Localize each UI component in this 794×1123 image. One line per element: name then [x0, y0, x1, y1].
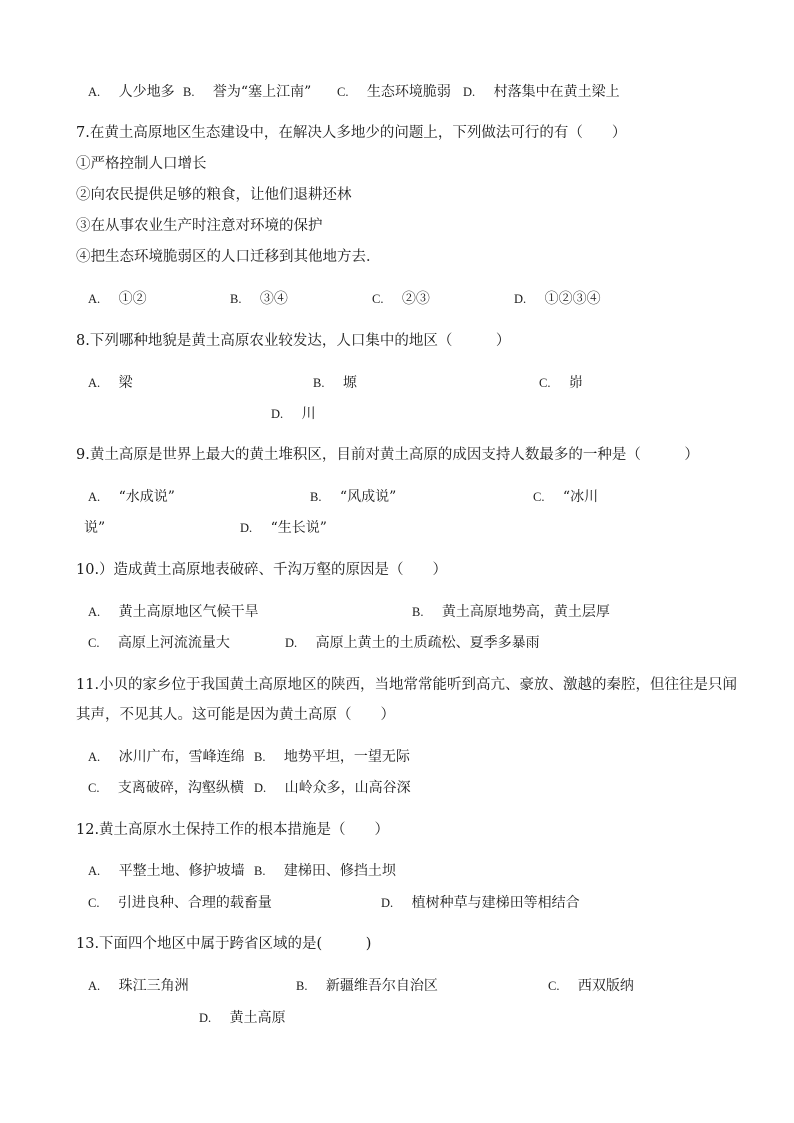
question-7-statement-2: ②向农民提供足够的粮食，让他们退耕还林 — [76, 187, 352, 203]
question-8-option-a: A. 梁 — [88, 375, 133, 391]
question-9-option-d: D. “生长说” — [240, 520, 327, 536]
question-7-statement-1: ①严格控制人口增长 — [76, 156, 207, 172]
question-8-option-b: B. 塬 — [313, 375, 357, 391]
question-10-option-b: B. 黄土高原地势高，黄土层厚 — [412, 604, 610, 620]
question-9-option-a: A. “水成说” — [88, 489, 175, 505]
question-12-option-d: D. 植树种草与建梯田等相结合 — [381, 895, 580, 911]
question-13-stem: 13.下面四个地区中属于跨省区域的是( ) — [76, 936, 372, 952]
question-11-stem-line-2: 其声，不见其人。这可能是因为黄土高原（ ） — [76, 707, 395, 723]
question-8-stem: 8.下列哪种地貌是黄土高原农业较发达，人口集中的地区（ ） — [76, 333, 511, 349]
question-11-option-a: A. 冰川广布，雪峰连绵 — [88, 749, 245, 765]
question-7-statement-4: ④把生态环境脆弱区的人口迁移到其他地方去． — [76, 249, 381, 265]
question-7-option-b: B. ③④ — [230, 291, 288, 307]
question-8-option-d: D. 川 — [271, 406, 316, 422]
question-10-option-d: D. 高原上黄土的土质疏松、夏季多暴雨 — [285, 635, 540, 651]
question-7-stem: 7.在黄土高原地区生态建设中，在解决人多地少的问题上，下列做法可行的有（ ） — [76, 125, 627, 141]
question-13-option-a: A. 珠江三角洲 — [88, 978, 189, 994]
question-12-stem: 12.黄土高原水土保持工作的根本措施是（ ） — [76, 822, 390, 838]
question-11-option-c: C. 支离破碎，沟壑纵横 — [88, 780, 244, 796]
prev-option-b: B. 誉为“塞上江南” — [183, 84, 312, 100]
prev-option-a: A. 人少地多 — [88, 84, 175, 100]
question-7-statement-3: ③在从事农业生产时注意对环境的保护 — [76, 218, 323, 234]
question-13-option-d: D. 黄土高原 — [199, 1010, 286, 1026]
question-9-option-b: B. “风成说” — [310, 489, 397, 505]
question-10-stem: 10.）造成黄土高原地表破碎、千沟万壑的原因是（ ） — [76, 562, 448, 578]
question-9-stem: 9.黄土高原是世界上最大的黄土堆积区，目前对黄土高原的成因支持人数最多的一种是（ ） — [76, 447, 699, 463]
question-7-option-c: C. ②③ — [372, 291, 430, 307]
question-10-option-a: A. 黄土高原地区气候干旱 — [88, 604, 259, 620]
question-11-stem-line-1: 11.小贝的家乡位于我国黄土高原地区的陕西，当地常常能听到高亢、豪放、激越的秦腔，但往往是只闻 — [76, 677, 738, 693]
question-13-option-b: B. 新疆维吾尔自治区 — [296, 978, 438, 994]
prev-option-d: D. 村落集中在黄土梁上 — [463, 84, 620, 100]
question-8-option-c: C. 峁 — [539, 375, 583, 391]
prev-option-c: C. 生态环境脆弱 — [337, 84, 451, 100]
question-11-option-d: D. 山岭众多，山高谷深 — [254, 780, 411, 796]
question-7-option-d: D. ①②③④ — [514, 291, 601, 307]
question-12-option-b: B. 建梯田、修挡土坝 — [254, 863, 396, 879]
question-10-option-c: C. 高原上河流流量大 — [88, 635, 230, 651]
question-9-option-c: C. “冰川 — [533, 489, 599, 505]
question-7-option-a: A. ①② — [88, 291, 147, 307]
question-12-option-c: C. 引进良种、合理的载畜量 — [88, 895, 272, 911]
question-13-option-c: C. 西双版纳 — [548, 978, 634, 994]
question-12-option-a: A. 平整土地、修护坡墙 — [88, 863, 245, 879]
question-11-option-b: B. 地势平坦，一望无际 — [254, 749, 410, 765]
question-9-option-c-continued: 说” — [84, 520, 106, 536]
